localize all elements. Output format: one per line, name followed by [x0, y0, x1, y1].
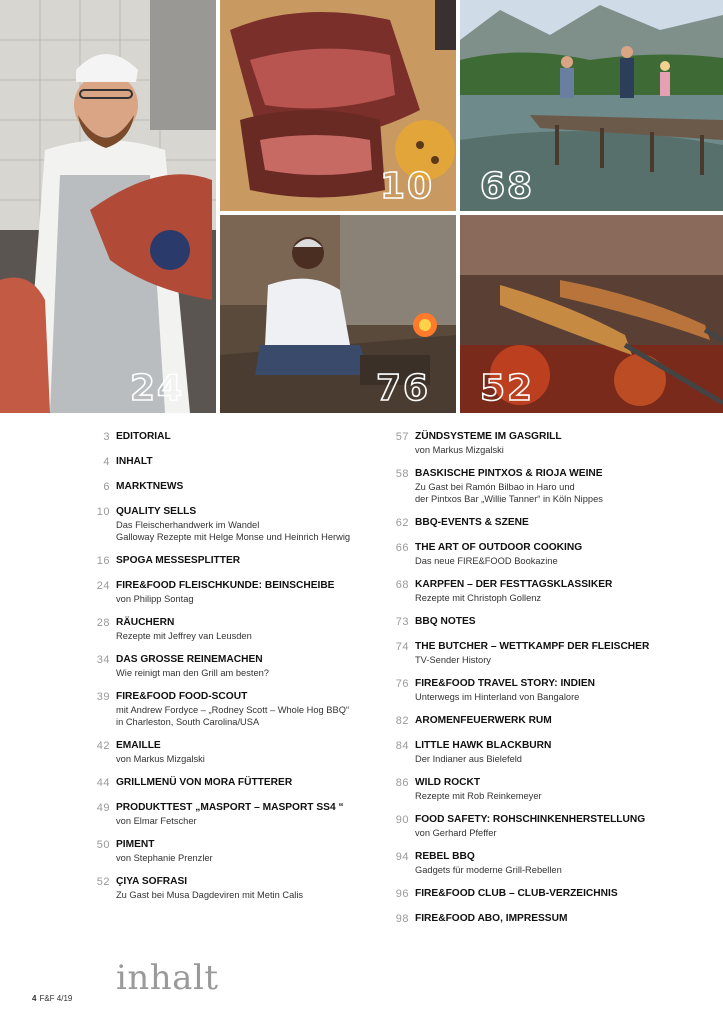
- toc-entry[interactable]: [86, 801, 376, 827]
- section-word: inhalt: [116, 958, 219, 998]
- toc-subtitle: Zu Gast bei Musa Dagdeviren mit Metin Calis: [116, 890, 304, 900]
- toc-entry[interactable]: [385, 714, 715, 728]
- toc-page-number: 52: [96, 876, 110, 888]
- photo-collage: [0, 0, 723, 413]
- toc-title: FIRE&FOOD FLEISCHKUNDE: BEINSCHEIBE: [116, 580, 335, 591]
- toc-entry[interactable]: [385, 677, 715, 703]
- toc-entry[interactable]: [385, 430, 715, 456]
- photo-kebab: [460, 215, 723, 413]
- toc-title: AROMENFEUERWERK RUM: [415, 715, 552, 726]
- toc-subtitle: von Gerhard Pfeffer: [415, 828, 497, 838]
- photo-blacksmith: [220, 215, 456, 413]
- toc-entry[interactable]: [86, 616, 376, 642]
- toc-page-number: 62: [395, 517, 409, 529]
- toc-page-number: 6: [103, 481, 110, 493]
- toc-page-number: 86: [395, 777, 409, 789]
- footer-page-number: 4: [32, 994, 37, 1003]
- toc-subtitle: von Philipp Sontag: [116, 594, 194, 604]
- toc-title: FIRE&FOOD FOOD-SCOUT: [116, 691, 248, 702]
- toc-subtitle: Der Indianer aus Bielefeld: [415, 754, 522, 764]
- toc-title: BBQ-EVENTS & SZENE: [415, 517, 529, 528]
- toc-page-number: 44: [96, 777, 110, 789]
- toc-entry[interactable]: [86, 739, 376, 765]
- toc-entry[interactable]: [86, 579, 376, 605]
- toc-subtitle: Das Fleischerhandwerk im Wandel: [116, 520, 260, 530]
- toc-page-number: 57: [395, 431, 409, 443]
- toc-title: ÇIYA SOFRASI: [116, 876, 188, 887]
- toc-entry[interactable]: [86, 690, 376, 728]
- toc-title: ZÜNDSYSTEME IM GASGRILL: [415, 431, 562, 442]
- toc-title: EMAILLE: [116, 740, 161, 751]
- toc-page-number: 58: [395, 468, 409, 480]
- toc-page-number: 34: [96, 654, 110, 666]
- page-number-photo: 68: [480, 166, 535, 207]
- toc-title: THE ART OF OUTDOOR COOKING: [415, 542, 583, 553]
- toc-entry[interactable]: [86, 554, 376, 568]
- toc-title: FIRE&FOOD CLUB – CLUB-VERZEICHNIS: [415, 888, 618, 899]
- toc-title: RÄUCHERN: [116, 617, 175, 628]
- page-number-photo: 76: [376, 368, 431, 409]
- toc-left-column: [86, 430, 376, 912]
- photo-lake-fishing: [460, 0, 723, 211]
- toc-subtitle: Rezepte mit Rob Reinkemeyer: [415, 791, 542, 801]
- toc-page-number: 68: [395, 579, 409, 591]
- page-number-photo: 52: [480, 368, 535, 409]
- toc-subtitle: Galloway Rezepte mit Helge Monse und Heinrich Herwig: [116, 532, 351, 542]
- toc-entry[interactable]: [385, 467, 715, 505]
- page-number-photo: 24: [130, 368, 185, 409]
- toc-title: INHALT: [116, 456, 153, 467]
- toc-page-number: 84: [395, 740, 409, 752]
- toc-subtitle: Gadgets für moderne Grill-Rebellen: [415, 865, 562, 875]
- toc-title: FIRE&FOOD ABO, IMPRESSUM: [415, 913, 568, 924]
- toc-title: KARPFEN – DER FESTTAGSKLASSIKER: [415, 579, 613, 590]
- toc-title: LITTLE HAWK BLACKBURN: [415, 740, 552, 751]
- photo-sliced-meat: [220, 0, 456, 211]
- toc-subtitle: Unterwegs im Hinterland von Bangalore: [415, 692, 580, 702]
- toc-page-number: 16: [96, 555, 110, 567]
- photo-butcher: [0, 0, 216, 413]
- toc-page-number: 98: [395, 913, 409, 925]
- toc-subtitle: der Pintxos Bar „Willie Tanner“ in Köln Nippes: [415, 494, 603, 504]
- toc-subtitle: von Elmar Fetscher: [116, 816, 197, 826]
- toc-subtitle: von Stephanie Prenzler: [116, 853, 213, 863]
- toc-title: WILD ROCKT: [415, 777, 481, 788]
- toc-entry[interactable]: [86, 505, 376, 543]
- toc-entry[interactable]: [385, 813, 715, 839]
- toc-entry[interactable]: [86, 480, 376, 494]
- toc-entry[interactable]: [385, 850, 715, 876]
- toc-subtitle: mit Andrew Fordyce – „Rodney Scott – Whole Hog BBQ“: [116, 705, 350, 715]
- toc-subtitle: Wie reinigt man den Grill am besten?: [116, 668, 269, 678]
- toc-title: EDITORIAL: [116, 431, 171, 442]
- page-number-photo: 10: [380, 166, 435, 207]
- toc-title: BBQ NOTES: [415, 616, 476, 627]
- toc-entry[interactable]: [86, 430, 376, 444]
- toc-title: REBEL BBQ: [415, 851, 475, 862]
- toc-entry[interactable]: [385, 912, 715, 926]
- toc-page-number: 50: [96, 839, 110, 851]
- toc-subtitle: in Charleston, South Carolina/USA: [116, 717, 260, 727]
- toc-page-number: 39: [96, 691, 110, 703]
- toc-entry[interactable]: [385, 578, 715, 604]
- toc-title: THE BUTCHER – WETTKAMPF DER FLEISCHER: [415, 641, 650, 652]
- toc-title: QUALITY SELLS: [116, 506, 197, 517]
- toc-entry[interactable]: [385, 776, 715, 802]
- toc-entry[interactable]: [86, 875, 376, 901]
- toc-title: FIRE&FOOD TRAVEL STORY: INDIEN: [415, 678, 595, 689]
- toc-subtitle: von Markus Mizgalski: [116, 754, 205, 764]
- toc-page-number: 10: [96, 506, 110, 518]
- toc-title: SPOGA MESSESPLITTER: [116, 555, 241, 566]
- toc-title: BASKISCHE PINTXOS & RIOJA WEINE: [415, 468, 603, 479]
- toc-page-number: 94: [395, 851, 409, 863]
- toc-title: DAS GROSSE REINEMACHEN: [116, 654, 263, 665]
- toc-entry[interactable]: [86, 653, 376, 679]
- toc-page-number: 82: [395, 715, 409, 727]
- page-footer: [32, 994, 72, 1003]
- toc-page-number: 49: [96, 802, 110, 814]
- toc-page-number: 4: [103, 456, 110, 468]
- toc-entry[interactable]: [385, 887, 715, 901]
- toc-title: PIMENT: [116, 839, 155, 850]
- toc-title: MARKTNEWS: [116, 481, 184, 492]
- toc-page-number: 42: [96, 740, 110, 752]
- toc-page-number: 66: [395, 542, 409, 554]
- toc-entry[interactable]: [86, 455, 376, 469]
- toc-entry[interactable]: [86, 838, 376, 864]
- toc-subtitle: von Markus Mizgalski: [415, 445, 504, 455]
- toc-page-number: 74: [395, 641, 409, 653]
- toc-page-number: 24: [96, 580, 110, 592]
- toc-page-number: 76: [395, 678, 409, 690]
- toc-page-number: 28: [96, 617, 110, 629]
- toc-page-number: 3: [103, 431, 110, 443]
- toc-subtitle: Das neue FIRE&FOOD Bookazine: [415, 556, 558, 566]
- toc-subtitle: Rezepte mit Christoph Gollenz: [415, 593, 542, 603]
- toc-right-column: [385, 430, 715, 937]
- toc-entry[interactable]: [385, 516, 715, 530]
- toc-subtitle: Zu Gast bei Ramón Bilbao in Haro und: [415, 482, 575, 492]
- toc-entry[interactable]: [385, 739, 715, 765]
- toc-entry[interactable]: [385, 640, 715, 666]
- toc-entry[interactable]: [86, 776, 376, 790]
- toc-title: GRILLMENÜ VON MORA FÜTTERER: [116, 777, 293, 788]
- toc-subtitle: TV-Sender History: [415, 655, 491, 665]
- toc-page-number: 90: [395, 814, 409, 826]
- toc-page-number: 96: [395, 888, 409, 900]
- toc-page-number: 73: [395, 616, 409, 628]
- toc-title: PRODUKTTEST „MASPORT – MASPORT SS4 “: [116, 802, 344, 813]
- toc-entry[interactable]: [385, 615, 715, 629]
- toc-entry[interactable]: [385, 541, 715, 567]
- footer-issue: F&F 4/19: [39, 994, 73, 1003]
- toc-title: FOOD SAFETY: ROHSCHINKENHERSTELLUNG: [415, 814, 646, 825]
- toc-subtitle: Rezepte mit Jeffrey van Leusden: [116, 631, 252, 641]
